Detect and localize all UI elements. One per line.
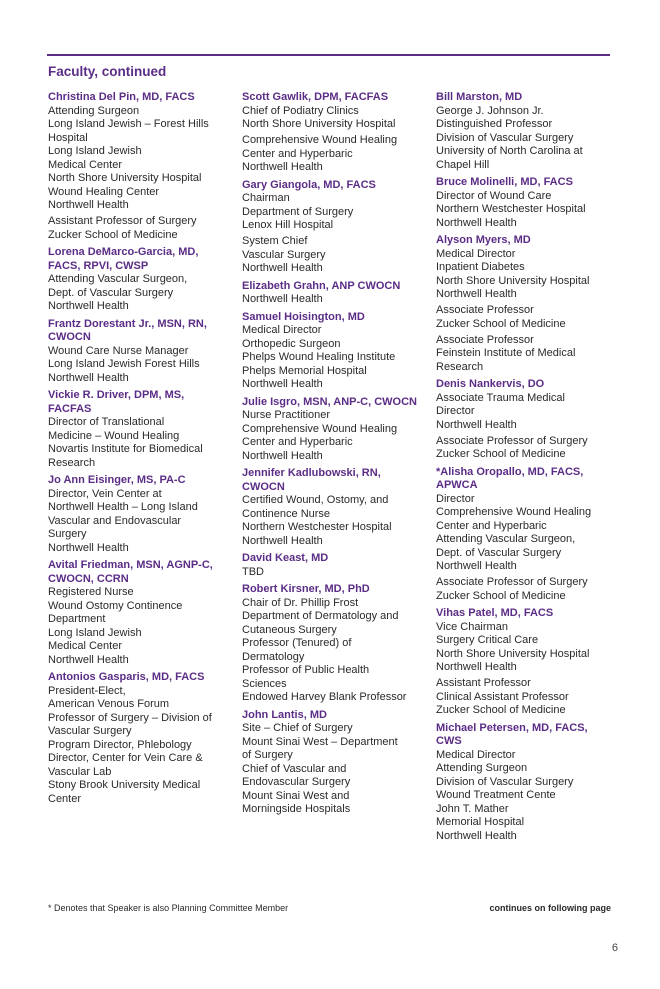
faculty-detail-line: Attending Vascular Surgeon,	[48, 273, 188, 285]
faculty-detail-line: Mount Sinai West and	[242, 789, 350, 802]
faculty-name: Julie Isgro, MSN, ANP-C, CWOCN	[242, 395, 417, 408]
faculty-detail-line: Mount Sinai West – Department	[242, 735, 398, 748]
page-number: 6	[611, 942, 618, 954]
faculty-detail-line: Northern Westchester Hospital	[242, 521, 392, 533]
faculty-detail-line: Zucker School of Medicine	[48, 228, 178, 241]
faculty-detail-line: Northwell Health	[242, 449, 323, 462]
faculty-detail-line: Department	[48, 613, 106, 625]
faculty-detail-line: Director of Wound Care	[436, 189, 552, 202]
faculty-name: *Alisha Oropallo, MD, FACS, APWCA	[436, 465, 584, 491]
faculty-detail-line: Dept. of Vascular Surgery	[436, 546, 562, 559]
faculty-detail-line: Zucker School of Medicine	[436, 448, 566, 460]
faculty-detail-line: Center	[48, 792, 82, 805]
section-title: Faculty, continued	[48, 64, 167, 79]
faculty-entry	[48, 246, 228, 314]
faculty-detail-line: Division of Vascular Surgery	[436, 775, 574, 788]
faculty-detail-line: Vascular Lab	[48, 765, 112, 778]
faculty-detail-line: Center and Hyperbaric	[242, 147, 353, 160]
faculty-name: Elizabeth Grahn, ANP CWOCN	[242, 279, 401, 292]
faculty-detail-line: Zucker School of Medicine	[436, 317, 566, 330]
faculty-detail-line: Northwell Health	[242, 293, 323, 305]
faculty-detail-line: Department of Surgery	[242, 205, 354, 218]
faculty-name: Frantz Dorestant Jr., MSN, RN, CWOCN	[48, 317, 207, 343]
faculty-detail-line: Site – Chief of Surgery	[242, 722, 353, 734]
faculty-name: Samuel Hoisington, MD	[242, 310, 365, 323]
faculty-detail-line: Medical Center	[48, 640, 122, 652]
faculty-detail-line: Department of Dermatology and	[242, 610, 399, 622]
faculty-detail-line: North Shore University Hospital	[242, 118, 396, 130]
faculty-name: Christina Del Pin, MD, FACS	[48, 91, 195, 103]
faculty-detail-line: Northwell Health	[436, 216, 517, 229]
faculty-detail-line: Phelps Memorial Hospital	[242, 364, 367, 377]
faculty-detail-line: Clinical Assistant Professor	[436, 690, 569, 703]
faculty-entry	[242, 311, 422, 392]
faculty-detail-line: Wound Ostomy Continence	[48, 599, 183, 612]
continues-note: continues on following page	[489, 903, 611, 913]
faculty-detail-line: Long Island Jewish	[48, 626, 142, 639]
faculty-entry	[436, 176, 616, 230]
faculty-detail-line: Comprehensive Wound Healing	[436, 506, 592, 518]
footnote: * Denotes that Speaker is also Planning Committee Member	[48, 903, 289, 913]
faculty-detail-line: North Shore University Hospital	[436, 647, 590, 660]
faculty-detail-line: North Shore University Hospital	[436, 274, 590, 287]
faculty-detail-line: Associate Professor of Surgery	[436, 434, 588, 447]
faculty-name: John Lantis, MD	[242, 708, 327, 721]
faculty-detail-line: Northwell Health	[436, 418, 517, 431]
faculty-entry	[48, 474, 228, 555]
faculty-detail-line: Medical Director	[436, 748, 516, 761]
faculty-detail-line: Northwell Health	[242, 534, 323, 547]
faculty-detail-line: Vascular Surgery	[242, 248, 326, 261]
faculty-detail-line: John T. Mather	[436, 802, 509, 815]
faculty-entry	[242, 467, 422, 548]
faculty-detail-line: Director of Translational	[48, 416, 165, 428]
faculty-detail-line: Program Director, Phlebology	[48, 738, 192, 751]
faculty-detail-line: Wound Care Nurse Manager	[48, 344, 189, 357]
faculty-detail-line: Northwell Health	[48, 300, 129, 312]
faculty-name: Jennifer Kadlubowski, RN, CWOCN	[242, 467, 381, 493]
faculty-detail-line: Professor of Public Health	[242, 664, 370, 676]
faculty-detail-line: Research	[48, 456, 96, 469]
faculty-detail-line: Associate Professor	[436, 333, 534, 346]
header-rule	[47, 54, 610, 56]
faculty-detail-line: Wound Treatment Cente	[436, 789, 556, 801]
faculty-column-3	[436, 91, 616, 847]
faculty-detail-line: Northwell Health	[48, 371, 129, 384]
faculty-name: Avital Friedman, MSN, AGNP-C, CWOCN, CCRN	[48, 559, 213, 585]
faculty-detail-line: Associate Trauma Medical	[436, 391, 565, 404]
faculty-detail-line: North Shore University Hospital	[48, 172, 202, 184]
faculty-detail-line: Northwell Health	[48, 199, 129, 211]
faculty-detail-line: Northwell Health	[436, 829, 517, 842]
faculty-detail-line: System Chief	[242, 235, 308, 247]
faculty-detail-line: Professor (Tenured) of	[242, 637, 352, 649]
faculty-detail-line: Feinstein Institute of Medical	[436, 347, 576, 359]
faculty-detail-line: University of North Carolina at	[436, 145, 583, 157]
faculty-entry	[242, 179, 422, 276]
faculty-detail-line: Certified Wound, Ostomy, and	[242, 494, 389, 506]
faculty-detail-line: Center and Hyperbaric	[436, 519, 547, 532]
faculty-entry	[48, 559, 228, 667]
faculty-detail-line: Northern Westchester Hospital	[436, 203, 586, 215]
faculty-detail-line: Medical Center	[48, 158, 122, 171]
faculty-detail-line: Chief of Vascular and	[242, 762, 347, 775]
faculty-name: Denis Nankervis, DO	[436, 378, 545, 390]
faculty-detail-line: Northwell Health	[48, 653, 129, 666]
faculty-entry	[242, 396, 422, 464]
faculty-detail-line: Inpatient Diabetes	[436, 261, 525, 273]
faculty-entry	[436, 722, 616, 844]
faculty-detail-line: Assistant Professor of Surgery	[48, 215, 197, 227]
faculty-name: Robert Kirsner, MD, PhD	[242, 583, 370, 595]
faculty-entry	[242, 552, 422, 579]
faculty-detail-line: Medical Director	[436, 247, 516, 260]
faculty-detail-line: Stony Brook University Medical	[48, 779, 201, 791]
faculty-name: Alyson Myers, MD	[436, 234, 531, 246]
faculty-detail-line: Medicine – Wound Healing	[48, 429, 180, 442]
faculty-detail-line: Registered Nurse	[48, 586, 134, 598]
faculty-detail-line: Medical Director	[242, 324, 322, 336]
faculty-detail-line: Long Island Jewish – Forest Hills	[48, 118, 209, 130]
faculty-detail-line: Chair of Dr. Phillip Frost	[242, 596, 359, 609]
faculty-name: Gary Giangola, MD, FACS	[242, 178, 376, 191]
faculty-detail-line: Memorial Hospital	[436, 816, 525, 828]
faculty-detail-line: Vascular Surgery	[48, 725, 132, 737]
faculty-detail-line: Vascular and Endovascular	[48, 514, 182, 527]
faculty-entry	[242, 91, 422, 175]
faculty-detail-line: President-Elect,	[48, 684, 126, 697]
faculty-entry	[242, 709, 422, 817]
faculty-detail-line: Distinguished Professor	[436, 118, 553, 130]
faculty-detail-line: Chapel Hill	[436, 158, 490, 171]
faculty-detail-line: Northwell Health – Long Island	[48, 501, 198, 513]
faculty-detail-line: Northwell Health	[48, 541, 129, 554]
faculty-entry	[436, 607, 616, 718]
faculty-detail-line: Northwell Health	[242, 161, 323, 173]
faculty-detail-line: Director, Vein Center at	[48, 487, 162, 500]
faculty-detail-line: Zucker School of Medicine	[436, 589, 566, 602]
faculty-detail-line: Lenox Hill Hospital	[242, 219, 334, 231]
faculty-detail-line: Director	[436, 405, 475, 417]
faculty-detail-line: Northwell Health	[436, 661, 517, 673]
faculty-detail-line: Associate Professor	[436, 304, 534, 316]
faculty-entry	[48, 671, 228, 806]
faculty-detail-line: Sciences	[242, 677, 287, 690]
faculty-detail-line: Professor of Surgery – Division of	[48, 711, 212, 724]
faculty-name: Vickie R. Driver, DPM, MS, FACFAS	[48, 389, 185, 415]
faculty-detail-line: Comprehensive Wound Healing	[242, 134, 398, 146]
faculty-detail-line: Phelps Wound Healing Institute	[242, 351, 396, 363]
faculty-detail-line: Surgery	[48, 528, 87, 540]
faculty-detail-line: George J. Johnson Jr.	[436, 104, 544, 117]
faculty-detail-line: Attending Vascular Surgeon,	[436, 533, 576, 545]
faculty-detail-line: Morningside Hospitals	[242, 803, 351, 815]
faculty-detail-line: Dermatology	[242, 650, 305, 663]
faculty-entry	[48, 389, 228, 470]
faculty-name: Bruce Molinelli, MD, FACS	[436, 176, 573, 188]
faculty-detail-line: Director, Center for Vein Care &	[48, 752, 203, 764]
faculty-detail-line: Orthopedic Surgeon	[242, 337, 341, 350]
faculty-detail-line: TBD	[242, 565, 264, 578]
faculty-detail-line: Associate Professor of Surgery	[436, 576, 588, 588]
faculty-name: Michael Petersen, MD, FACS, CWS	[436, 721, 588, 747]
faculty-entry	[436, 91, 616, 172]
faculty-detail-line: Division of Vascular Surgery	[436, 131, 574, 144]
faculty-detail-line: Zucker School of Medicine	[436, 704, 566, 716]
faculty-detail-line: Endowed Harvey Blank Professor	[242, 691, 407, 703]
faculty-detail-line: Long Island Jewish	[48, 145, 142, 157]
faculty-detail-line: Endovascular Surgery	[242, 776, 351, 788]
faculty-detail-line: Surgery Critical Care	[436, 634, 539, 646]
faculty-detail-line: Northwell Health	[242, 378, 323, 390]
faculty-detail-line: Hospital	[48, 131, 88, 144]
faculty-detail-line: Long Island Jewish Forest Hills	[48, 358, 200, 370]
faculty-name: Jo Ann Eisinger, MS, PA-C	[48, 474, 186, 486]
faculty-detail-line: American Venous Forum	[48, 698, 170, 710]
faculty-detail-line: Center and Hyperbaric	[242, 436, 353, 448]
faculty-detail-line: Vice Chairman	[436, 620, 508, 633]
faculty-detail-line: Continence Nurse	[242, 507, 331, 520]
faculty-entry	[242, 583, 422, 705]
faculty-name: Vihas Patel, MD, FACS	[436, 607, 554, 619]
faculty-detail-line: Novartis Institute for Biomedical	[48, 443, 203, 455]
faculty-column-2	[242, 91, 422, 821]
faculty-name: Antonios Gasparis, MD, FACS	[48, 671, 205, 683]
faculty-detail-line: Northwell Health	[436, 288, 517, 300]
faculty-detail-line: Chairman	[242, 192, 290, 204]
faculty-detail-line: of Surgery	[242, 749, 293, 761]
faculty-name: Lorena DeMarco-Garcia, MD, FACS, RPVI, CWSP	[48, 246, 199, 272]
faculty-detail-line: Dept. of Vascular Surgery	[48, 286, 174, 299]
faculty-detail-line: Attending Surgeon	[436, 762, 528, 774]
faculty-detail-line: Northwell Health	[436, 560, 517, 572]
faculty-entry	[436, 466, 616, 604]
faculty-detail-line: Chief of Podiatry Clinics	[242, 104, 359, 117]
faculty-detail-line: Cutaneous Surgery	[242, 623, 337, 636]
faculty-detail-line: Director	[436, 492, 475, 505]
faculty-entry	[436, 378, 616, 462]
faculty-name: Scott Gawlik, DPM, FACFAS	[242, 91, 389, 103]
faculty-detail-line: Nurse Practitioner	[242, 409, 331, 421]
faculty-name: David Keast, MD	[242, 552, 329, 564]
faculty-detail-line: Wound Healing Center	[48, 185, 160, 198]
faculty-column-1	[48, 91, 228, 810]
faculty-detail-line: Attending Surgeon	[48, 104, 140, 117]
faculty-entry	[48, 318, 228, 386]
faculty-detail-line: Comprehensive Wound Healing	[242, 422, 398, 435]
faculty-detail-line: Assistant Professor	[436, 677, 531, 689]
faculty-entry	[48, 91, 228, 242]
faculty-entry	[242, 280, 422, 307]
faculty-name: Bill Marston, MD	[436, 91, 523, 103]
faculty-detail-line: Northwell Health	[242, 262, 323, 274]
faculty-entry	[436, 234, 616, 374]
faculty-detail-line: Research	[436, 360, 484, 373]
